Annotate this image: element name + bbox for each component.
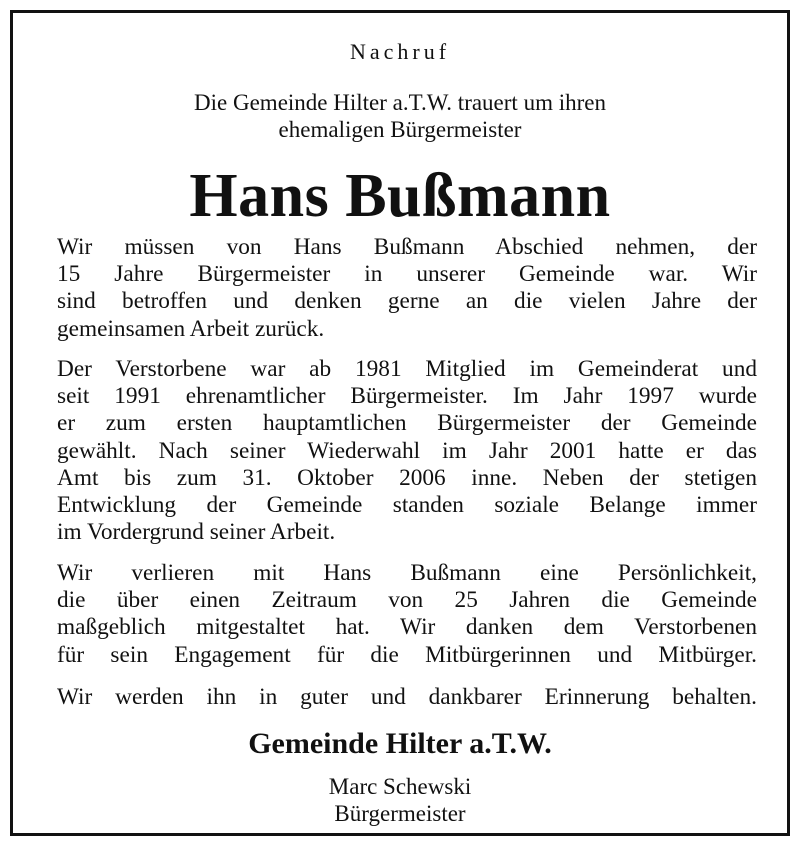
paragraph-line: Wir müssen von Hans Bußmann Abschied nehmen, der: [57, 234, 757, 260]
paragraph-line: für sein Engagement für die Mitbürgerinnen und Mitbürger.: [57, 641, 757, 668]
paragraph-line: Wir verlieren mit Hans Bußmann eine Persönlichkeit,: [57, 560, 757, 586]
paragraph-line: gemeinsamen Arbeit zurück.: [57, 315, 325, 342]
paragraph-line: er zum ersten hauptamtlichen Bürgermeister der Gemeinde: [57, 410, 757, 437]
paragraph-line: 15 Jahre Bürgermeister in unserer Gemeinde war. Wir: [57, 261, 757, 288]
paragraph-line: sind betroffen und denken gerne an die vielen Jahre der: [57, 288, 757, 315]
paragraph-line: gewählt. Nach seiner Wiederwahl im Jahr 2001 hatte er das: [57, 437, 757, 464]
paragraph-line: im Vordergrund seiner Arbeit.: [57, 519, 336, 546]
signature-block: [13, 773, 787, 827]
signature-organization: Gemeinde Hilter a.T.W.: [248, 727, 552, 760]
paragraph-line: Entwicklung der Gemeinde standen soziale Belange immer: [57, 491, 757, 518]
paragraph-remembrance: [57, 684, 757, 711]
notice-heading: Nachruf: [349, 39, 451, 64]
signature-person: Marc Schewski: [328, 774, 472, 799]
paragraph-tribute: [57, 560, 757, 669]
deceased-name: Hans Bußmann: [189, 162, 611, 230]
intro-line: ehemaligen Bürgermeister: [278, 117, 522, 142]
intro-line: Die Gemeinde Hilter a.T.W. trauert um ihren: [194, 90, 606, 115]
paragraph-line: Wir werden ihn in guter und dankbarer Erinnerung behalten.: [57, 684, 757, 710]
paragraph-line: Amt bis zum 31. Oktober 2006 inne. Neben der stetigen: [57, 464, 757, 491]
paragraph-line: maßgeblich mitgestaltet hat. Wir danken dem Verstorbenen: [57, 614, 757, 641]
notice-frame: [10, 10, 790, 836]
paragraph-line: seit 1991 ehrenamtlicher Bürgermeister. Im Jahr 1997 wurde: [57, 383, 757, 410]
paragraph-line: die über einen Zeitraum von 25 Jahren die Gemeinde: [57, 587, 757, 614]
signature-title: Bürgermeister: [334, 801, 466, 826]
paragraph-line: Der Verstorbene war ab 1981 Mitglied im Gemeinderat und: [57, 356, 757, 382]
paragraph-farewell: [57, 234, 757, 343]
intro-text: [13, 89, 787, 143]
paragraph-career: [57, 356, 757, 546]
